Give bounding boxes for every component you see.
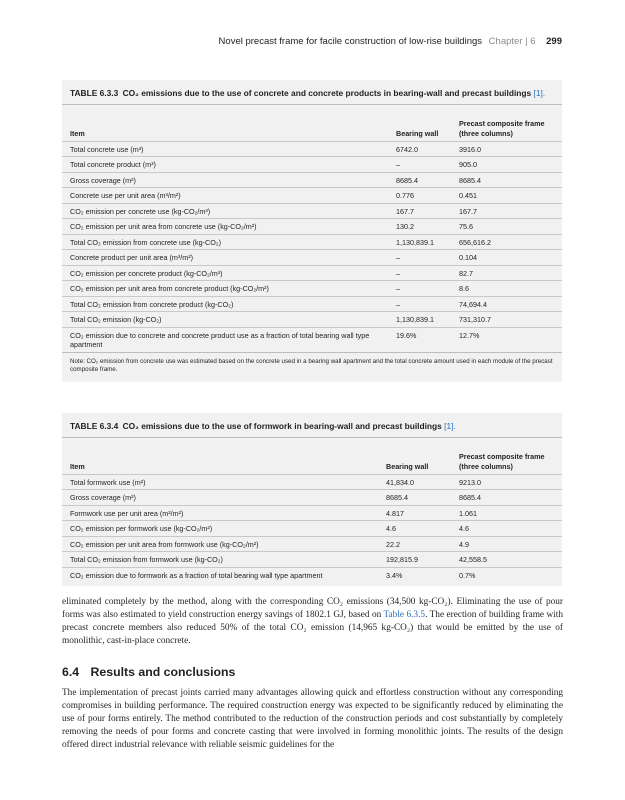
cell-value: 19.6%	[396, 327, 459, 352]
row-label: Gross coverage (m²)	[62, 490, 386, 506]
row-label: Total CO₂ emission from concrete product (kg-CO₂)	[62, 296, 396, 312]
table-row	[62, 250, 562, 266]
cell-value: –	[396, 296, 459, 312]
paragraph-text: eliminated completely by the method, along with the corresponding CO₂ emissions (34,500 kg-CO₂). Eliminating the use of pour forms was also estimated to yield construction energy savings of 1802.1 GJ, based on	[62, 597, 563, 620]
table-row	[62, 172, 562, 188]
section-title: Results and conclusions	[90, 665, 236, 679]
column-header: Item	[62, 438, 386, 474]
table-row	[62, 296, 562, 312]
row-label: CO₂ emission per concrete product (kg-CO₂/m³)	[62, 265, 396, 281]
column-header: Bearing wall	[396, 105, 459, 141]
table-header-row	[62, 438, 562, 474]
table-row	[62, 265, 562, 281]
table-row	[62, 536, 562, 552]
row-label: Total concrete use (m³)	[62, 141, 396, 157]
table-row	[62, 188, 562, 204]
table-row	[62, 490, 562, 506]
body-paragraph	[62, 596, 563, 648]
cell-value: 1.061	[459, 505, 562, 521]
cell-value: 74,694.4	[459, 296, 562, 312]
reference-link[interactable]: [1].	[533, 88, 546, 98]
table-caption	[62, 80, 562, 105]
table-reference-link[interactable]: Table 6.3.5	[383, 610, 426, 620]
cell-value: 1,130,839.1	[396, 234, 459, 250]
table-row	[62, 219, 562, 235]
cell-value: 167.7	[396, 203, 459, 219]
data-table	[62, 438, 562, 582]
cell-value: 4.6	[459, 521, 562, 537]
row-label: Total concrete product (m³)	[62, 157, 396, 173]
cell-value: 192,815.9	[386, 552, 459, 568]
cell-value: 656,616.2	[459, 234, 562, 250]
cell-value: 8685.4	[459, 172, 562, 188]
table-caption	[62, 413, 562, 438]
cell-value: 42,558.5	[459, 552, 562, 568]
table-6-3-3	[62, 80, 562, 382]
data-table	[62, 105, 562, 352]
cell-value: 12.7%	[459, 327, 562, 352]
cell-value: 1,130,839.1	[396, 312, 459, 328]
table-header-row	[62, 105, 562, 141]
cell-value: 6742.0	[396, 141, 459, 157]
row-label: Total formwork use (m²)	[62, 474, 386, 490]
column-header: Precast composite frame (three columns)	[459, 438, 562, 474]
table-6-3-4	[62, 413, 562, 586]
cell-value: 8685.4	[459, 490, 562, 506]
cell-value: 22.2	[386, 536, 459, 552]
cell-value: 4.9	[459, 536, 562, 552]
running-head	[219, 36, 562, 47]
row-label: CO₂ emission due to formwork as a fraction of total bearing wall type apartment	[62, 567, 386, 582]
cell-value: 0.776	[396, 188, 459, 204]
table-row	[62, 505, 562, 521]
reference-link[interactable]: [1].	[444, 421, 456, 431]
cell-value: –	[396, 281, 459, 297]
cell-value: 9213.0	[459, 474, 562, 490]
row-label: Concrete use per unit area (m³/m²)	[62, 188, 396, 204]
cell-value: –	[396, 265, 459, 281]
table-row	[62, 567, 562, 582]
table-row	[62, 141, 562, 157]
table-note: Note: CO₂ emission from concrete use was estimated based on the concrete used in a bearing wall apartment and the total concrete amount used in each module of the precast composite frame.	[62, 352, 562, 382]
row-label: CO₂ emission per unit area from formwork use (kg-CO₂/m²)	[62, 536, 386, 552]
cell-value: –	[396, 250, 459, 266]
row-label: Total CO₂ emission (kg-CO₂)	[62, 312, 396, 328]
column-header: Bearing wall	[386, 438, 459, 474]
body-paragraph: The implementation of precast joints carried many advantages allowing quick and effortless construction without any corresponding compromises in building performance. The required construction energy was expected to be significantly reduced by eliminating the use of pour forms entirely. The method contributed to the reduction of the construction periods and cost substantially by completely removing the needs of pour forms and concrete casting that were involved in forming monolithic joints. The results of the design offered direct industrial relevance with reliable seismic guidelines for the	[62, 688, 563, 750]
cell-value: 0.451	[459, 188, 562, 204]
cell-value: 8685.4	[396, 172, 459, 188]
table-caption-text: CO₂ emissions due to the use of concrete and concrete products in bearing-wall and precast buildings	[122, 88, 532, 98]
cell-value: 3916.0	[459, 141, 562, 157]
table-row	[62, 234, 562, 250]
row-label: Total CO₂ emission from concrete use (kg-CO₂)	[62, 234, 396, 250]
section-number: 6.4	[62, 665, 80, 679]
cell-value: 130.2	[396, 219, 459, 235]
table-label: TABLE 6.3.3	[70, 88, 119, 98]
page-number: 299	[546, 36, 562, 47]
cell-value: 0.104	[459, 250, 562, 266]
row-label: CO₂ emission per unit area from concrete use (kg-CO₂/m²)	[62, 219, 396, 235]
chapter-label: Chapter | 6	[488, 36, 536, 47]
cell-value: 0.7%	[459, 567, 562, 582]
cell-value: 75.6	[459, 219, 562, 235]
table-row	[62, 474, 562, 490]
cell-value: 8.6	[459, 281, 562, 297]
row-label: Gross coverage (m²)	[62, 172, 396, 188]
table-label: TABLE 6.3.4	[70, 421, 119, 431]
row-label: CO₂ emission per unit area from concrete product (kg-CO₂/m²)	[62, 281, 396, 297]
cell-value: 731,310.7	[459, 312, 562, 328]
table-caption-text: CO₂ emissions due to the use of formwork in bearing-wall and precast buildings	[122, 421, 442, 431]
table-row	[62, 312, 562, 328]
row-label: Formwork use per unit area (m²/m²)	[62, 505, 386, 521]
row-label: CO₂ emission due to concrete and concrete product use as a fraction of total bearing wall type apartment	[62, 327, 396, 352]
table-row	[62, 327, 562, 352]
cell-value: –	[396, 157, 459, 173]
column-header: Item	[62, 105, 396, 141]
row-label: CO₂ emission per concrete use (kg-CO₂/m³)	[62, 203, 396, 219]
table-row	[62, 157, 562, 173]
table-row	[62, 552, 562, 568]
table-row	[62, 203, 562, 219]
section-heading	[62, 665, 235, 679]
paragraph-text: . The erection of building frame with precast concrete members also reduced 50% of the total CO₂ emission (14,965 kg-CO₂) that would be emitted by the use of monolithic, cast-in-place concrete.	[62, 610, 564, 646]
running-title: Novel precast frame for facile construction of low-rise buildings	[218, 36, 483, 47]
cell-value: 41,834.0	[386, 474, 459, 490]
column-header: Precast composite frame (three columns)	[459, 105, 562, 141]
cell-value: 4.6	[386, 521, 459, 537]
cell-value: 82.7	[459, 265, 562, 281]
table-row	[62, 281, 562, 297]
row-label: Total CO₂ emission from formwork use (kg-CO₂)	[62, 552, 386, 568]
row-label: CO₂ emission per formwork use (kg-CO₂/m²)	[62, 521, 386, 537]
table-row	[62, 521, 562, 537]
cell-value: 3.4%	[386, 567, 459, 582]
cell-value: 4.817	[386, 505, 459, 521]
cell-value: 905.0	[459, 157, 562, 173]
cell-value: 167.7	[459, 203, 562, 219]
cell-value: 8685.4	[386, 490, 459, 506]
row-label: Concrete product per unit area (m³/m²)	[62, 250, 396, 266]
